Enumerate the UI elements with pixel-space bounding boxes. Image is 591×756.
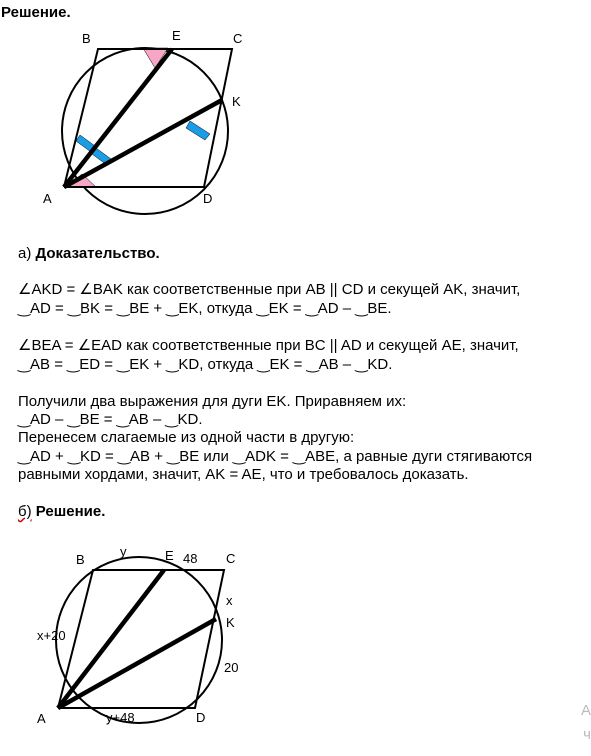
label-48: 48	[183, 551, 198, 566]
parallelogram-2	[58, 570, 224, 708]
part-b-prefix: б)	[18, 503, 32, 520]
tick-ck	[186, 121, 210, 140]
figure-2-diagram	[0, 540, 270, 756]
label-b: B	[82, 31, 91, 46]
part-b-heading	[18, 503, 105, 521]
segment-ae-2	[58, 570, 164, 708]
figure-1-diagram	[0, 20, 260, 220]
cutoff-letter-bottom: ч	[583, 726, 591, 743]
segment-ak-2	[58, 619, 216, 708]
proof-line-4: ‿AB = ‿ED = ‿EK + ‿KD, откуда ‿EK = ‿AB – ‿KD.	[18, 356, 393, 373]
label-k2: K	[226, 615, 235, 630]
label-a2: A	[37, 711, 46, 726]
proof-line-2: ‿AD = ‿BK = ‿BE + ‿EK, откуда ‿EK = ‿AD – ‿BE.	[18, 300, 392, 317]
label-c: C	[233, 31, 243, 46]
label-d: D	[203, 191, 213, 206]
proof-line-6: ‿AD – ‿BE = ‿AB – ‿KD.	[18, 411, 203, 428]
label-e2: E	[165, 548, 174, 563]
proof-line-3: ∠BEA = ∠EAD как соответственные при BC || AD и секущей AE, значит,	[18, 337, 519, 354]
label-y: y	[120, 544, 127, 559]
proof-line-7: Перенесем слагаемые из одной части в другую:	[18, 429, 355, 446]
label-d2: D	[196, 710, 206, 725]
proof-line-8: ‿AD + ‿KD = ‿AB + ‿BE или ‿ADK = ‿ABE, а равные дуги стягиваются	[18, 448, 533, 465]
label-x20: x+20	[37, 628, 66, 643]
label-x: x	[226, 593, 233, 608]
part-a-prefix: а)	[18, 245, 36, 262]
label-20: 20	[224, 660, 239, 675]
label-e: E	[172, 28, 181, 43]
page-title: Решение.	[1, 4, 71, 21]
proof-line-1: ∠AKD = ∠BAK как соответственные при AB || CD и секущей AK, значит,	[18, 281, 521, 298]
label-a: A	[43, 191, 52, 206]
proof-line-5: Получили два выражения для дуги EK. Приравняем их:	[18, 393, 407, 410]
proof-line-9: равными хордами, значит, AK = AE, что и требовалось доказать.	[18, 466, 469, 483]
label-b2: B	[76, 552, 85, 567]
part-a-title: Доказательство.	[35, 245, 160, 262]
label-c2: C	[226, 551, 236, 566]
label-y48: y+48	[106, 710, 135, 725]
part-b-title: Решение.	[35, 503, 106, 520]
label-k: K	[232, 94, 241, 109]
part-a-heading	[18, 245, 160, 263]
cutoff-letter-top: А	[580, 702, 591, 719]
